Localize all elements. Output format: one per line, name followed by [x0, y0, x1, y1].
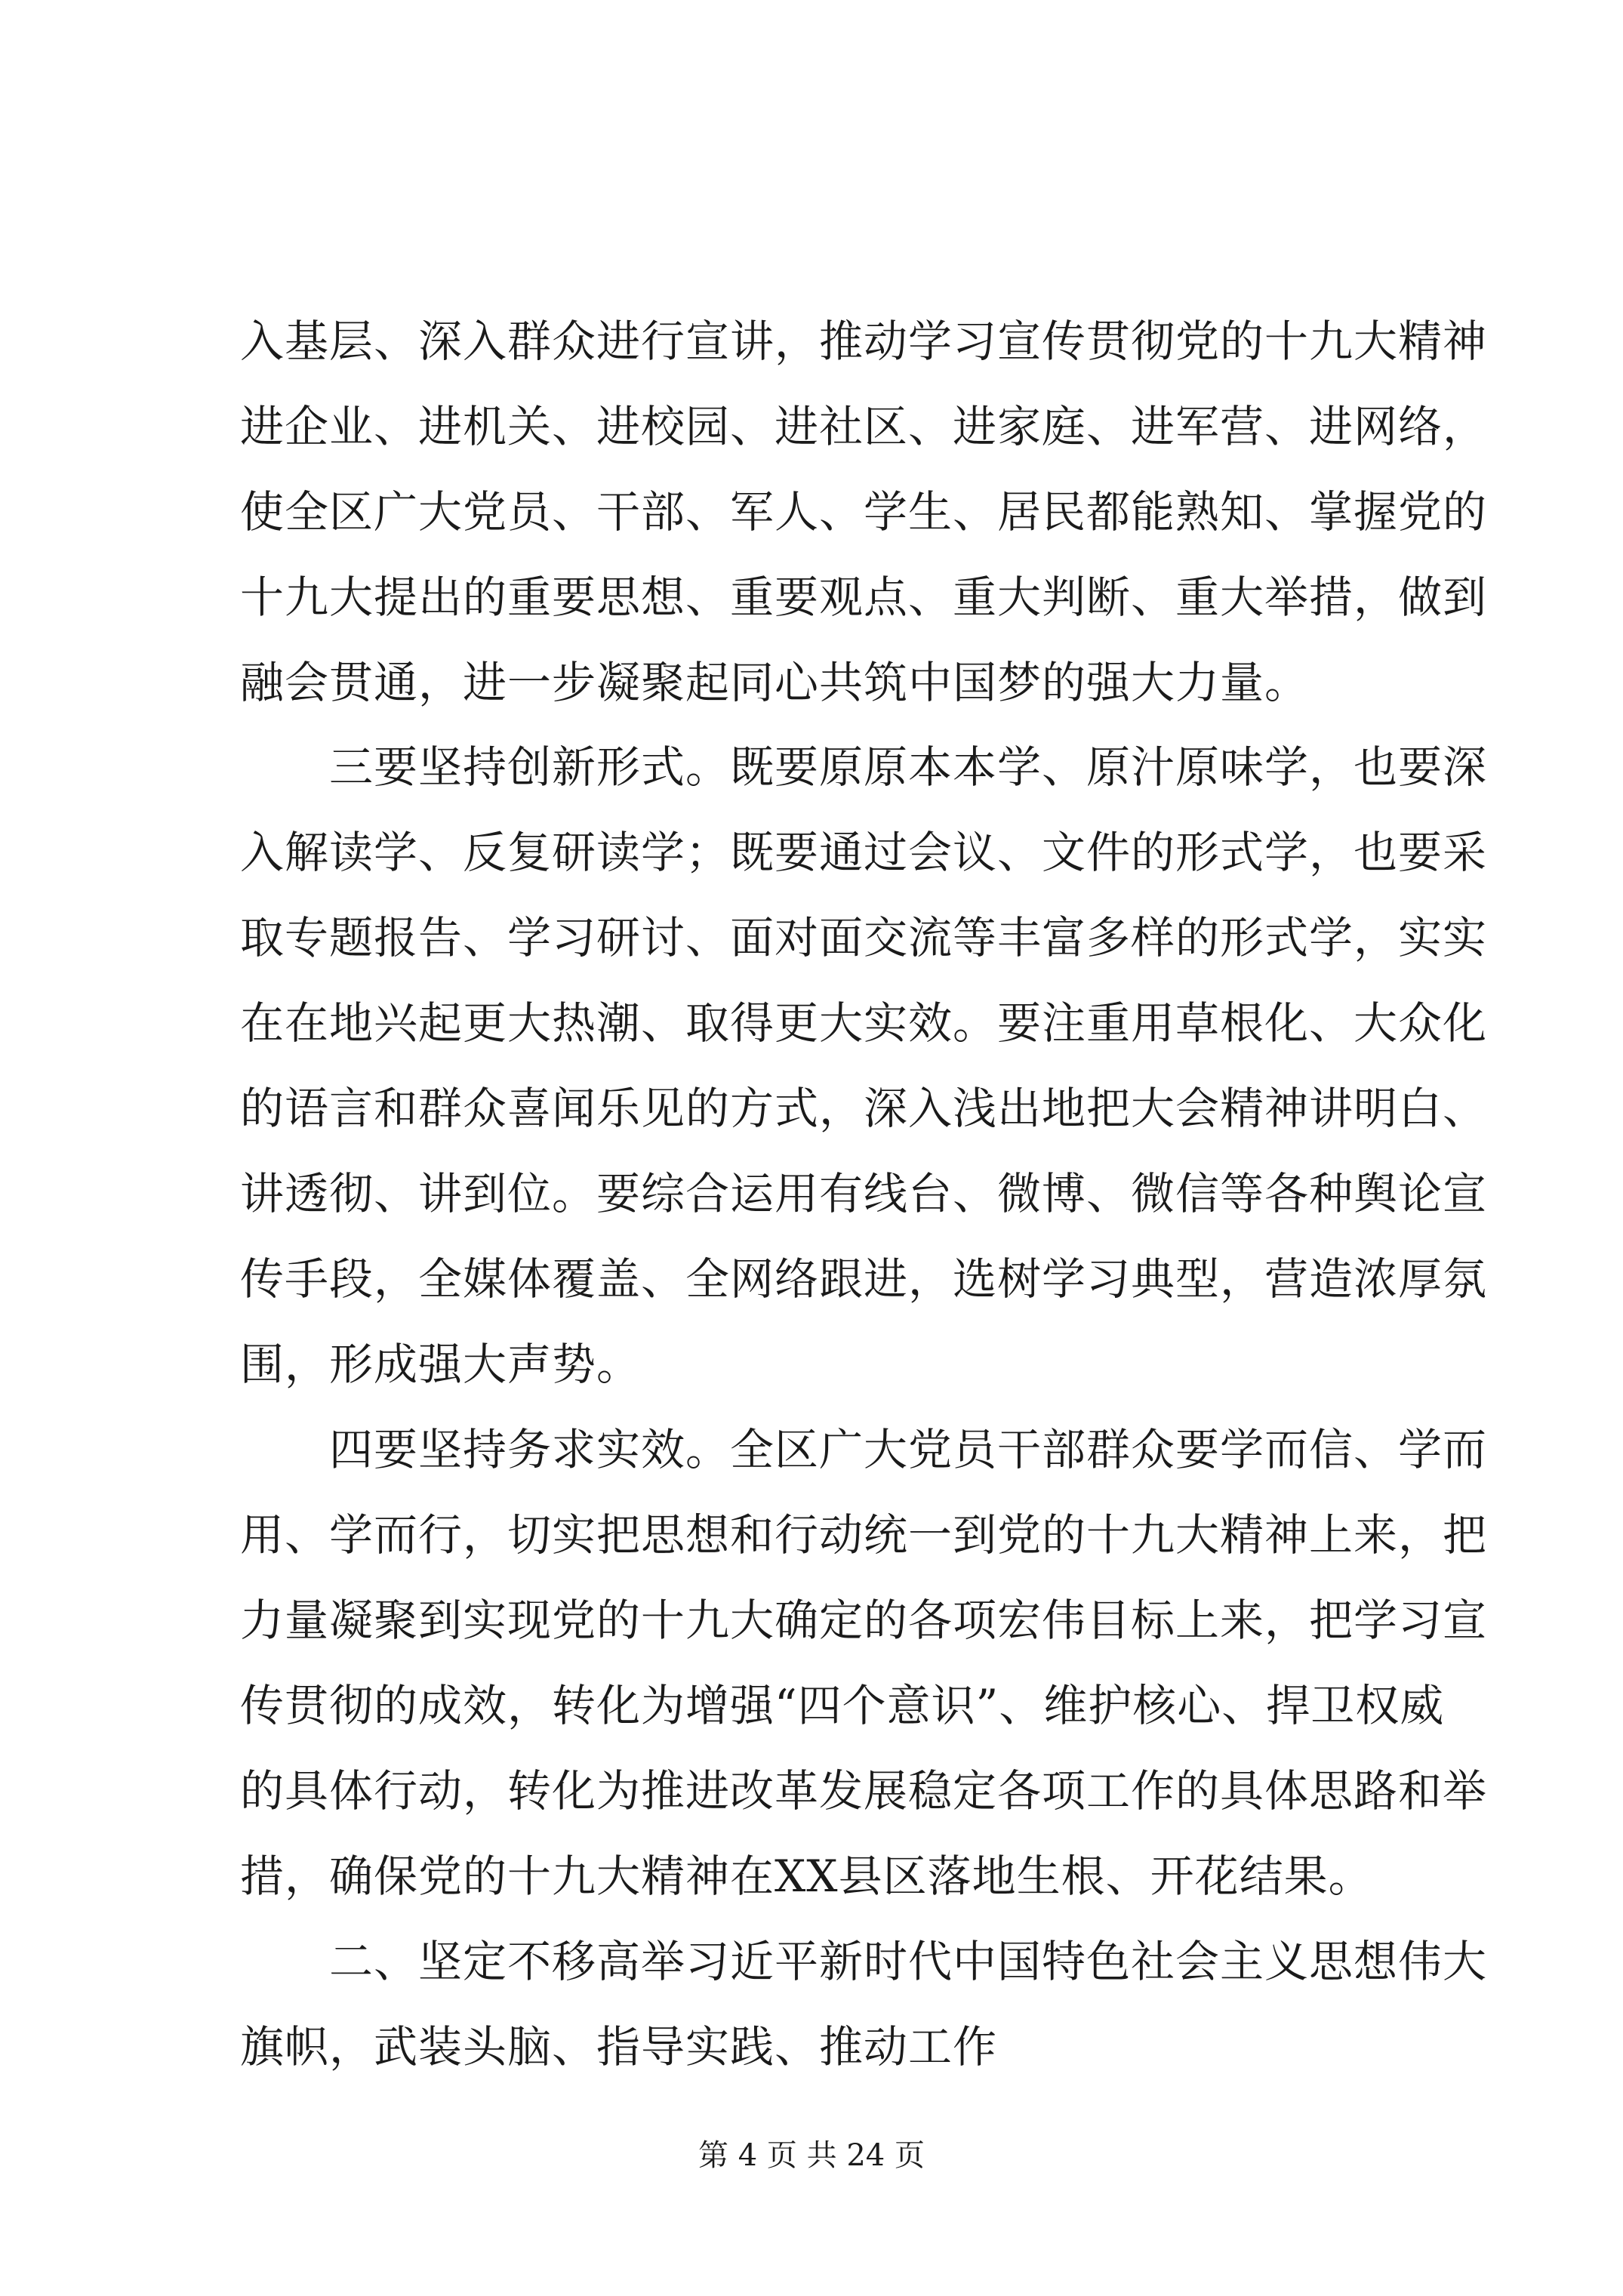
text-line: 三要坚持创新形式。既要原原本本学、原汁原味学，也要深 [240, 741, 1488, 793]
text-line: 融会贯通，进一步凝聚起同心共筑中国梦的强大力量。 [240, 657, 1310, 708]
text-line: 二、坚定不移高举习近平新时代中国特色社会主义思想伟大 [240, 1936, 1488, 1987]
text-line: 入解读学、反复研读学；既要通过会议、文件的形式学，也要采 [240, 827, 1488, 878]
page-footer: 第 4 页 共 24 页 [698, 2138, 925, 2173]
text-line: 的具体行动，转化为推进改革发展稳定各项工作的具体思路和举 [240, 1765, 1488, 1817]
text-line: 入基层、深入群众进行宣讲，推动学习宣传贯彻党的十九大精神 [240, 316, 1488, 367]
text-line: 讲透彻、讲到位。要综合运用有线台、微博、微信等各种舆论宣 [240, 1168, 1488, 1219]
text-line: 措，确保党的十九大精神在XX县区落地生根、开花结果。 [240, 1851, 1373, 1902]
text-line: 的语言和群众喜闻乐见的方式，深入浅出地把大会精神讲明白、 [240, 1083, 1488, 1134]
text-line: 旗帜，武装头脑、指导实践、推动工作 [240, 2021, 998, 2073]
text-line: 在在地兴起更大热潮、取得更大实效。要注重用草根化、大众化 [240, 997, 1488, 1049]
text-line: 围，形成强大声势。 [240, 1339, 642, 1390]
text-line: 四要坚持务求实效。全区广大党员干部群众要学而信、学而 [240, 1424, 1488, 1475]
text-line: 十九大提出的重要思想、重要观点、重大判断、重大举措，做到 [240, 572, 1488, 623]
text-line: 用、学而行，切实把思想和行动统一到党的十九大精神上来，把 [240, 1509, 1488, 1561]
text-line: 传手段，全媒体覆盖、全网络跟进，选树学习典型，营造浓厚氛 [240, 1253, 1488, 1305]
text-line: 使全区广大党员、干部、军人、学生、居民都能熟知、掌握党的 [240, 486, 1488, 538]
text-line: 进企业、进机关、进校园、进社区、进家庭、进军营、进网络， [240, 401, 1488, 452]
text-line: 力量凝聚到实现党的十九大确定的各项宏伟目标上来，把学习宣 [240, 1595, 1488, 1646]
text-line: 取专题报告、学习研讨、面对面交流等丰富多样的形式学，实实 [240, 912, 1488, 963]
text-line: 传贯彻的成效，转化为增强“四个意识”、维护核心、捍卫权威 [240, 1680, 1445, 1731]
